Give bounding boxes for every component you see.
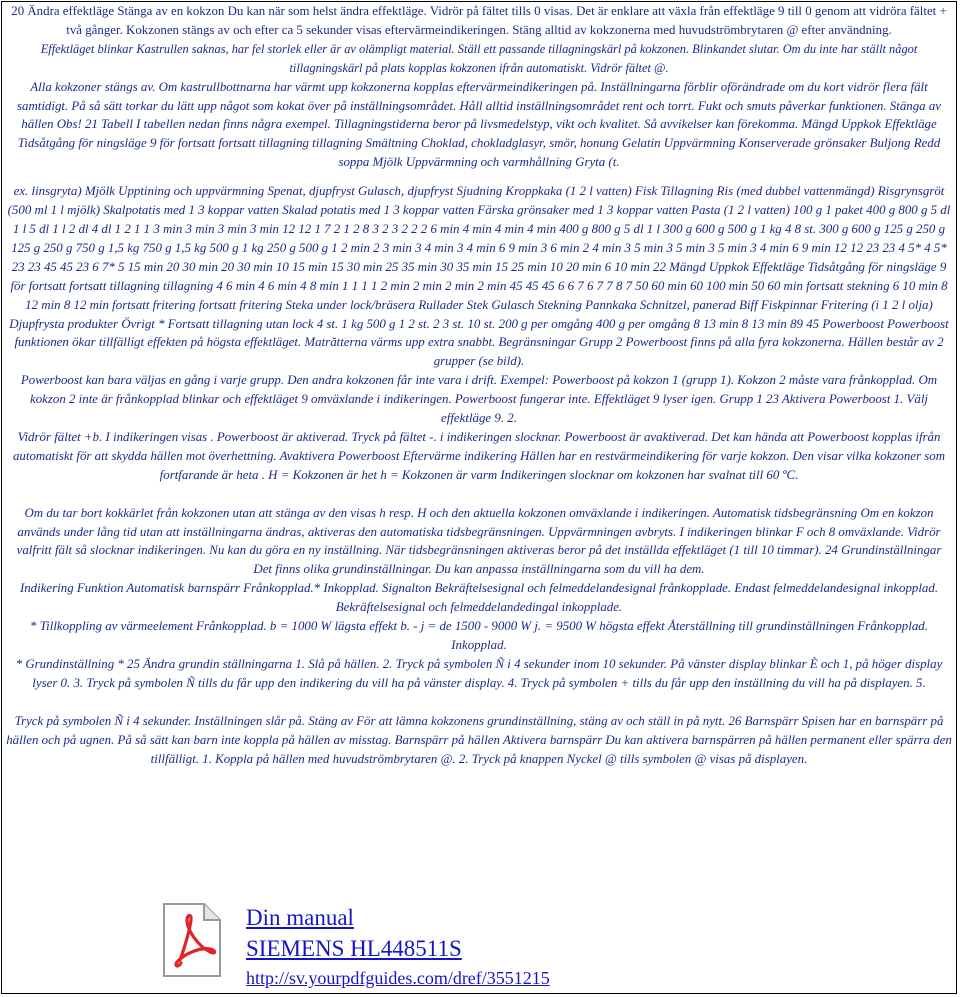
document-page — [2, 2, 956, 768]
paragraph-table-values: ex. linsgryta) Mjölk Upptining och uppvärmning Spenat, djupfryst Gulasch, djupfryst Sjudning Kroppkaka (1 2 l vatten) Fisk Tillagning Ris (med dubbel vattenmängd) Risgrynsgröt (500 ml 1 l mjölk) Skalpotatis med 1 3 koppar vatten Skalad potatis med 1 3 koppar vatten Färska grönsaker med 1 3 koppar vatten Pasta (1 2 l vatten) 100 g 1 paket 400 g 800 g 5 dl 1 l 5 dl 1 l 2 dl 4 dl 1 2 1 1 3 min 3 min 3 min 3 min 12 12 1 7 2 1 2 8 3 2 3 2 2 2 6 min 4 min 4 min 4 min 400 g 800 g 5 dl 1 l 300 g 600 g 500 g 1 kg 4 8 st. 300 g 600 g 125 g 250 g 125 g 250 g 750 g 1,5 kg 750 g 1,5 kg 500 g 1 kg 250 g 500 g 1 2 min 2 3 min 3 4 min 3 4 min 6 9 min 3 6 min 2 4 min 3 5 min 3 5 min 3 5 min 3 4 min 6 9 min 12 12 23 23 4 5* 4 5* 23 23 45 45 23 6 7* 5 15 min 20 30 min 20 30 min 10 15 min 15 30 min 25 35 min 30 35 min 15 25 min 10 20 min 6 10 min 22 Mängd Uppkok Effektläge Tidsåtgång för ningsläge 9 för fortsatt fortsatt tillagning tillagning 4 6 min 4 6 min 4 8 min 1 1 1 1 2 min 2 min 2 min 2 min 45 45 45 6 6 7 6 7 7 8 7 50 60 min 60 100 min 50 60 min fortsatt stekning 6 10 min 8 12 min 8 12 min fortsatt fritering fortsatt fritering Steka under lock/bräsera Rullader Stek Gulasch Stekning Pannkaka Schnitzel, panerad Biff Fiskpinnar Fritering (i 1 2 l olja) Djupfrysta produkter Övrigt * Fortsatt tillagning utan lock 4 st. 1 kg 500 g 1 2 st. 2 3 st. 10 st. 200 g per omgång 400 g per omgång 8 13 min 8 13 min 89 45 Powerboost Powerboost funktionen ökar tillfälligt effekten på högsta effektläget. Matrătterna värms upp extra snabbt. Begränsningar Grupp 2 Powerboost finns på alla fyra kokzonerna. Hällen består av 2 grupper (se bild). — [7, 184, 951, 369]
manual-links — [246, 902, 550, 992]
footer — [152, 900, 652, 992]
paragraph-heating-element: * Tillkoppling av värmeelement Frånkopplad. b = 1000 W lägsta effekt b. - j = de 1500 - 9000 W j. = 9500 W högsta effekt Återställning till grundinställningen Frånkopplad. Inkopplad. — [30, 619, 928, 652]
paragraph-power-level-blinks: Effektläget blinkar Kastrullen saknas, har fel storlek eller är av olämpligt material. Ställ ett passande tillagningskärl på kokzonen. Blinkandet slutar. Om du inte har ställt något tillagningskärl på plats kopplas kokzonen ifrån automatiskt. Vidrör fältet @. — [40, 41, 918, 75]
paragraph-residual-heat: Vidrör fältet +b. I indikeringen visas . Powerboost är aktiverad. Tryck på fältet -. i indikeringen slocknar. Powerboost är avaktiverad. Det kan hända att Powerboost kopplas ifrån automatiskt för att skydda hällen mot överhettning. Avaktivera Powerboost Eftervärme indikering Hällen har en restvärmeindikering för varje kokzon. Den visar vilka kokzoner som fortfarande är heta . H = Kokzonen är het h = Kokzonen är varm Indikeringen slocknar om kokzonen har svalnat till 60 ºC. — [12, 429, 946, 482]
paragraph-auto-time-limit: Om du tar bort kokkärlet från kokzonen utan att stänga av den visas h resp. H och den aktuella kokzonen omväxlande i indikeringen. Automatisk tidsbegränsning Om en kokzon används under lång tid utan att inställningarna ändras, aktiveras den automatiska tidsbegränsningen. Uppvärmningen avbryts. I indikeringen blinkar F och 8 omväxlande. Vidrör valfritt fält så slocknar indikeringen. Nu kan du göra en ny inställning. När tidsbegränsningen aktiveras beror på det inställda effektläget (1 till 10 timmar). 24 Grundinställningar Det finns olika grundinställningar. Du kan anpassa inställningarna som du vill ha dem. — [16, 505, 942, 577]
paragraph-powerboost-groups: Powerboost kan bara väljas en gång i varje grupp. Den andra kokzonen får inte vara i drift. Exempel: Powerboost på kokzon 1 (grupp 1). Kokzon 2 måste vara frånkopplad. Om kokzon 2 inte är frånkopplad blinkar och effektläget 9 omväxlande i indikeringen. Powerboost fungerar inte. Effektläget 9 lyser igen. Grupp 1 23 Aktivera Powerboost 1. Välj effektläge 9. 2. — [20, 373, 938, 426]
spacer — [2, 172, 956, 182]
manual-link[interactable]: Din manual — [246, 905, 354, 930]
paragraph-cooking-table: Alla kokzoner stängs av. Om kastrullbottnarna har värmt upp kokzonerna kopplas eftervärmeindikeringen på. Inställningarna förblir oförändrade om du kort vidrör flera fält samtidigt. På så sätt torkar du lätt upp något som kokat över på inställningsområdet. Håll alltid inställningsområdet rent och torrt. Fukt och smuts påverkar funktionen. Stänga av hällen Obs! 21 Tabell I tabellen nedan finns några exempel. Tillagningstiderna beror på livsmedelstyp, vikt och kvalitet. Så avvikelser kan förekomma. Mängd Uppkok Effektläge Tidsåtgång för ningsläge 9 för fortsatt fortsatt tillagning tillagning Smältning Choklad, chokladglasyr, smör, honung Gelatin Uppvärmning Konserverade grönsaker Buljong Redd soppa Mjölk Uppvärmning och varmhållning Gryta (t. — [16, 79, 942, 170]
paragraph-change-basic-settings: * Grundinställning * 25 Ändra grundin ställningarna 1. Slå på hällen. 2. Tryck på symbolen Ñ i 4 sekunder inom 10 sekunder. På vänster display blinkar È och 1, på höger display lyser 0. 3. Tryck på symbolen Ñ tills du får upp den indikering du vill ha på vänster display. 4. Tryck på symbolen + tills du får upp den inställning du vill ha på displayen. 5. — [15, 656, 943, 690]
document-frame — [1, 1, 957, 994]
paragraph-child-lock: Tryck på symbolen Ñ i 4 sekunder. Inställningen slår på. Stäng av För att lämna kokzonens grundinställning, stäng av och ställ in på nytt. 26 Barnspärr Spisen har en barnspärr på hällen och på ugnen. På så sätt kan barn inte koppla på hällen av misstag. Barnspärr på hällen Aktivera barnspärr Du kan aktivera barnspärren på hällen permanent eller spärra den tillfälligt. 1. Koppla på hällen med huvudströmbrytaren @. 2. Tryck på knappen Nyckel @ tills symbolen @ visas på displayen. — [6, 713, 952, 766]
url-link[interactable]: http://sv.yourpdfguides.com/dref/3551215 — [246, 968, 550, 988]
paragraph-indication-function: Indikering Funktion Automatisk barnspärr Frånkopplad.* Inkopplad. Signalton Bekräftelsesignal och felmeddelandesignal frånkopplade. Endast felmeddelandesignal inkopplad. Bekräftelsesignal och felmeddelandedingal inkopplade. — [19, 581, 939, 615]
spacer — [2, 693, 956, 712]
pdf-document-icon — [160, 900, 224, 980]
spacer — [2, 485, 956, 504]
product-link[interactable]: SIEMENS HL448511S — [246, 936, 462, 961]
paragraph-change-power-level: 20 Ändra effektläge Stänga av en kokzon Du kan när som helst ändra effektläge. Vidrör på fältet tills 0 visas. Det är enklare att växla från effektläge 9 till 0 genom att vidröra fältet + två gånger. Kokzonen stängs av och efter ca 5 sekunder visas eftervärmeindikeringen. Stäng alltid av kokzonerna med huvudströmbrytaren @ efter användning. — [11, 4, 947, 37]
